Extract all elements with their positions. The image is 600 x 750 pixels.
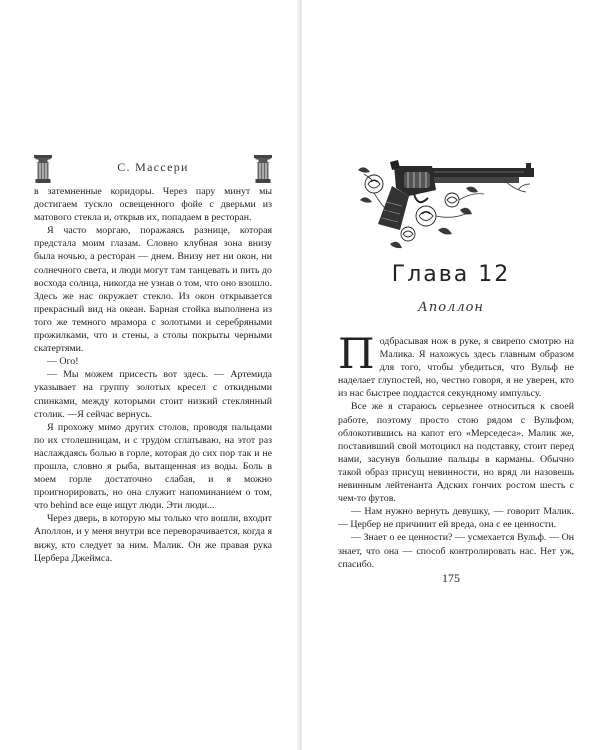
right-body-text: [338, 329, 574, 571]
paragraph: в затемненные коридоры. Через пару минут мы достигаем тускло освещенного фойе с дверьми из матового стекла и, открыв их, попадаем в ресторан.: [34, 186, 272, 224]
paragraph: Через дверь, в которую мы только что вошли, входит Аполлон, и у меня внутри все переворачивается, когда я вижу, кто следует за ним. Малик. Он же правая рука Цербера Джеймса.: [34, 513, 272, 564]
chapter-title: Глава 12: [391, 262, 511, 287]
paragraph: Все же я стараюсь серьезнее относиться к своей работе, поэтому просто стою рядом с Вульфом, облокотившись на капот его «Мерседеса». Малик же, поставивший свой мотоцикл на подставку, стоит перед нами, засунув большие пальцы в карманы. Обычно такой образ присущ невинности, но вряд ли назовешь невинным лейтенанта Адских гончих ростом шесть с чем-то футов.: [338, 401, 574, 505]
column-ornament-icon: [254, 155, 272, 183]
paragraph: — Мы можем присесть вот здесь. — Артемида указывает на группу золотых кресел с откидными спинками, между которыми стоит низкий стеклянный столик. —Я сейчас вернусь.: [34, 369, 272, 420]
page-number: 175: [442, 571, 460, 585]
first-paragraph: [338, 329, 574, 400]
left-page: [0, 0, 298, 750]
running-head-author: С. Массери: [117, 160, 189, 174]
chapter-narrator: Аполлон: [418, 300, 484, 315]
paragraph: Я прохожу мимо других столов, проводя пальцами по их столешницам, и с трудом сглатываю, на этот раз наслаждаясь болью в горле, которая до сих пор так и не прошла, словно я рыба, вытащенная из воды. Боль в моем горле достаточно слабая, и я можно проигнорировать, но она служит напоминанием о том, что behind все еще ищут люди. Эти люди...: [34, 421, 272, 512]
paragraph: — Нам нужно вернуть девушку, — говорит Малик. — Цербер не причинит ей вреда, она с ее ценности.: [338, 506, 574, 531]
drop-cap: П: [338, 329, 375, 378]
revolver-with-roses-illustration: [354, 150, 554, 250]
left-body-text: [34, 185, 272, 565]
running-header: [34, 155, 272, 183]
first-paragraph-text: одбрасывая нож в руке, я свирепо смотрю на Малика. Я нахожусь здесь главным образом для того, чтобы убедиться, что Вульф не наделает глупостей, но, честно говоря, я не уверен, кто из нас быстрее поддастся секундному импульсу.: [338, 336, 574, 400]
right-page: [302, 0, 600, 750]
paragraph: — Знает о ее ценности? — усмехается Вульф. — Он знает, что она — способ контролировать нас. Нет уж, спасибо.: [338, 532, 574, 570]
paragraph: Я часто моргаю, поражаясь разнице, которая предстала моим глазам. Словно клубная зона внизу была ночью, а ресторан — днем. Внизу нет ни окон, ни солнечного света, и люди могут там танцевать и пить до восхода солнца, никогда не узнав о том, что оно взошло. Здесь же нас окружает стекло. Из окон открывается прекрасный вид на океан. Барная стойка выполнена из того же темного мрамора с золотыми и серебряными прожилками, что и стены, а столы покрыты черными скатертями.: [34, 225, 272, 355]
paragraph: — Ого!: [47, 356, 79, 368]
